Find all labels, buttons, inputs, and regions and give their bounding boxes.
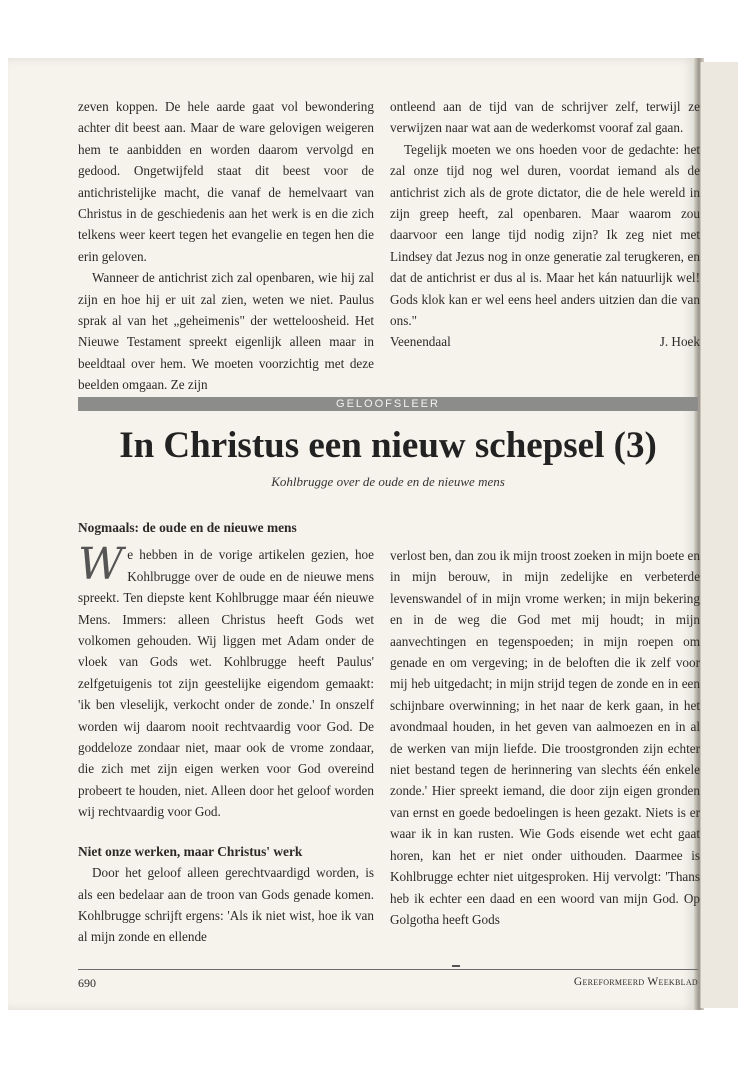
top-right-column	[390, 96, 700, 353]
subheading: Nogmaals: de oude en de nieuwe mens	[78, 520, 297, 535]
page-number: 690	[78, 976, 96, 990]
paragraph: verlost ben, dan zou ik mijn troost zoeken in mijn boete en in mijn berouw, in mijn zedelijke en verbeterde levenswandel of in mijn vrome werken; in mijn bekering en in de weg die God met mij houdt; in mijn aanvechtingen en tegenspoeden; in mijn roepen om genade en om vergeving; in de beloften die ik zelf voor mij heb uitgedacht; in mijn strijd tegen de zonde en in een schijnbare overwinning; in het naar de kerk gaan, in het avondmaal houden, in het geven van aalmoezen en in al de werken van mijn liefde. Die troostgronden zijn echter niet bestand tegen de herinnering van slechts één enkele zonde.' Hier spreekt iemand, die door zijn eigen gronden van ernst en goede bedoelingen is heen gezakt. Niets is er waar ik in kan rusten. Wie Gods eisende wet echt gaat horen, kan het er niet onder uithouden. Daarmee is Kohlbrugge echter niet uitgesproken. Hij vervolgt: 'Thans heb ik echter een daad en een woord van mijn God. Op Golgotha heeft Gods	[390, 548, 700, 927]
paragraph: zeven koppen. De hele aarde gaat vol bewondering achter dit beest aan. Maar de ware gelovigen weigeren hem te aanbidden en worden daarom vervolgd en gedood. Ongetwijfeld staat dit beest voor de antichristelijke macht, die vanaf de hemelvaart van Christus in de geschiedenis aan het werk is en die zich telkens weer keert tegen het evangelie en tegen hen die erin geloven.	[78, 99, 374, 264]
paragraph: Tegelijk moeten we ons hoeden voor de gedachte: het zal onze tijd nog wel duren, voordat iemand als de antichrist zich als de grote dictator, die de hele wereld in zijn greep heeft, zal openbaren. Maar waarom zou daarvoor een lange tijd nodig zijn? Ik zeg niet met Lindsey dat Jezus nog in onze generatie zal terugkeren, en dat de antichrist er dus al is. Maar het kán natuurlijk wel! Gods klok kan er wel eens heel anders uitzien dan die van ons."	[390, 141, 700, 329]
publication-name: Gereformeerd Weekblad	[573, 976, 698, 988]
paragraph	[78, 539, 374, 822]
top-left-column	[78, 96, 374, 396]
section-label: GELOOFSLEER	[78, 397, 698, 411]
paragraph: Wanneer de antichrist zich zal openbaren, wie hij zal zijn en hoe hij er uit zal zien, weten we niet. Paulus sprak al van het „geheimenis" der wetteloosheid. Het Nieuwe Testament spreekt eigenlijk alleen maar in beeldtaal over hem. We moeten voorzichtig met deze beelden omgaan. Ze zijn	[78, 270, 374, 393]
footer-rule	[78, 969, 698, 970]
bottom-left-column	[78, 517, 374, 948]
signature-place: Veenendaal	[390, 334, 451, 350]
article-headline: In Christus een nieuw schepsel (3)	[119, 425, 657, 466]
paragraph: Door het geloof alleen gerechtvaardigd worden, is als een bedelaar aan de troon van Gods genade komen. Kohlbrugge schrijft ergens: 'Als ik niet wist, hoe ik van al mijn zonde en ellende	[78, 865, 374, 945]
paragraph: ontleend aan de tijd van de schrijver zelf, terwijl ze verwijzen naar wat aan de wederkomst vooraf zal gaan.	[390, 99, 700, 136]
signature-author: J. Hoek	[659, 334, 700, 350]
bottom-right-column	[390, 545, 700, 930]
article-subtitle: Kohlbrugge over de oude en de nieuwe mens	[271, 474, 505, 489]
footer-mark	[452, 965, 460, 967]
paragraph-text: e hebben in de vorige artikelen gezien, hoe Kohlbrugge over de oude en de nieuwe mens spreekt. Ten diepste kent Kohlbrugge maar één nieuwe Mens. Immers: alleen Christus heeft Gods wet volkomen gehouden. Wij liggen met Adam onder de vloek van Gods wet. Kohlbrugge heeft Paulus' zelfgetuigenis tot zijn geestelijke eigendom gemaakt: 'ik ben vleselijk, verkocht onder de zonde.' In onszelf worden wij daarom nooit rechtvaardig voor God. De goddeloze zondaar niet, maar ook de vrome zondaar, die zich met zijn eigen werken voor God overeind probeert te houden, niet. Alleen door het geloof worden wij rechtvaardig voor God.	[78, 547, 374, 820]
signature-line	[390, 331, 700, 352]
subheading: Niet onze werken, maar Christus' werk	[78, 843, 303, 859]
drop-cap: W	[78, 539, 124, 591]
next-page-edge	[700, 62, 738, 1008]
